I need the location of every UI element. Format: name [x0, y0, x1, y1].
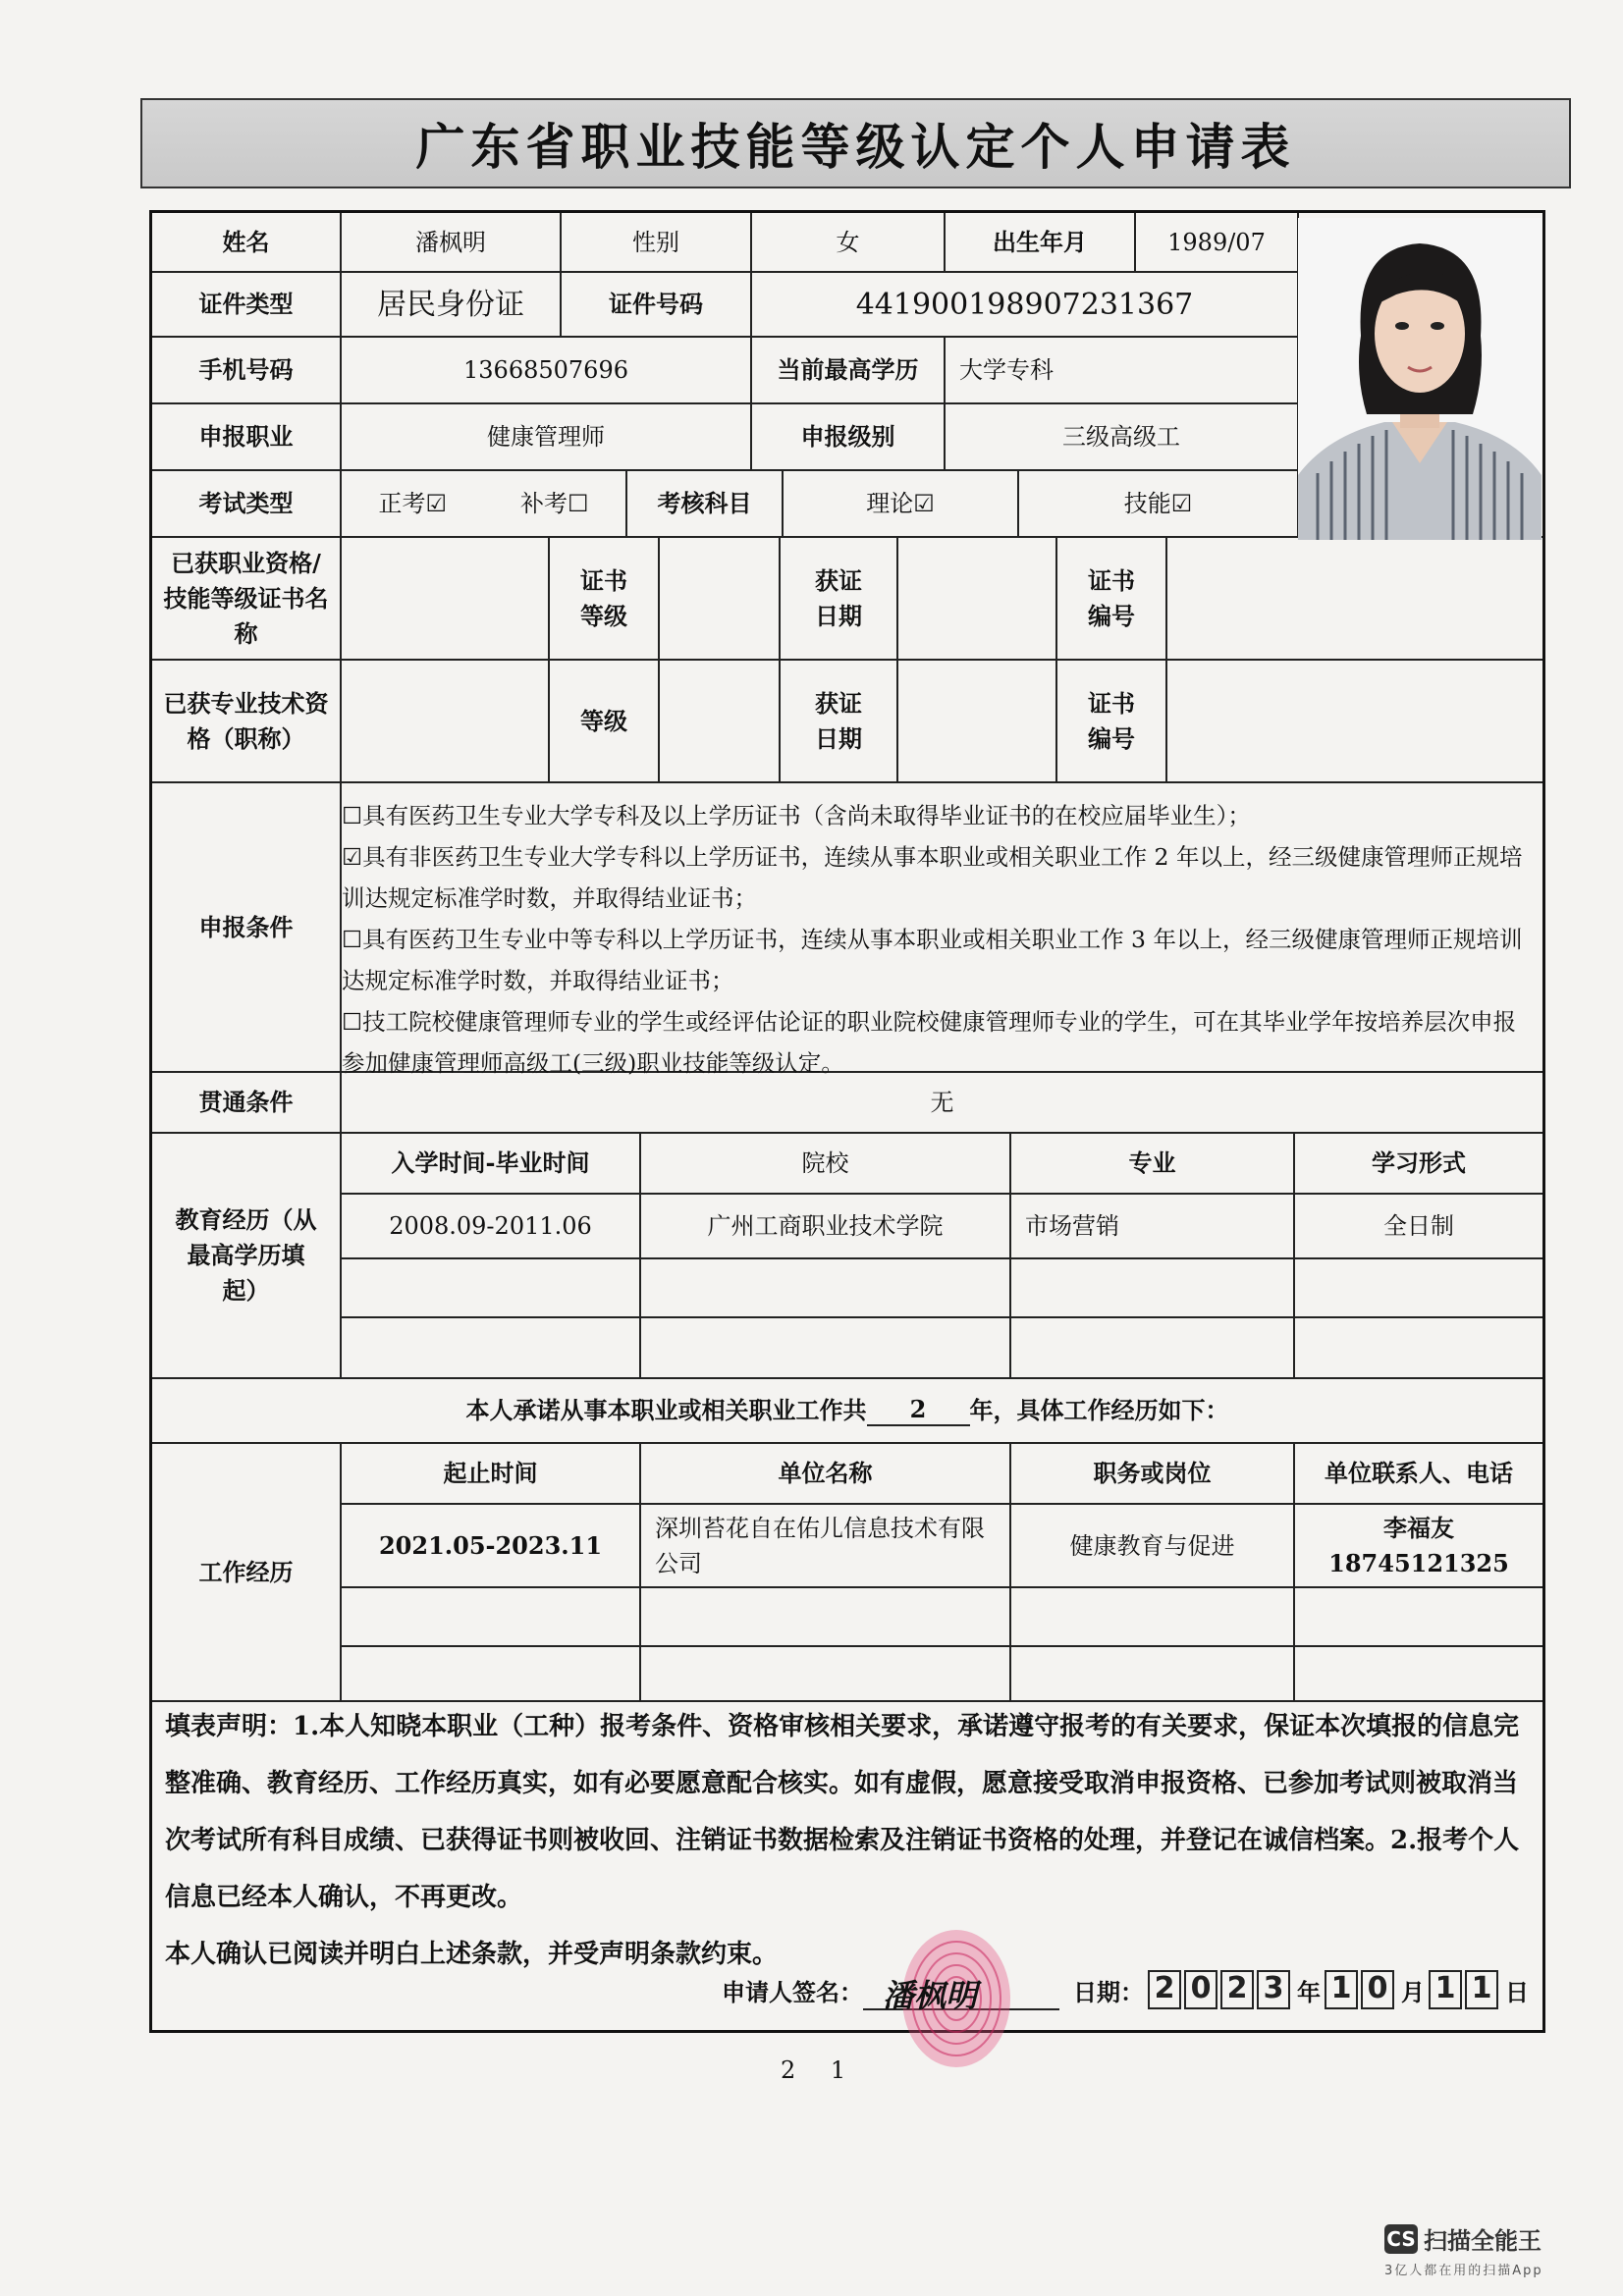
date-day-digit-2[interactable]: 1 [1465, 1970, 1498, 2009]
edu-row-2-school [641, 1259, 1011, 1318]
work-row-3-position [1011, 1647, 1295, 1702]
professional-title-value [342, 661, 550, 783]
conditions-list [342, 795, 1535, 1084]
apply-level-label: 申报级别 [752, 404, 946, 471]
portrait-image [1298, 218, 1542, 540]
work-row-1-contact: 李福友 18745121325 [1295, 1505, 1542, 1588]
applicant-photo [1298, 218, 1542, 540]
date-label: 日期： [1073, 1977, 1144, 2006]
work-header-company: 单位名称 [641, 1444, 1011, 1505]
work-row-2-period [342, 1588, 641, 1647]
page-number: 2 1 [781, 2056, 860, 2084]
id-number-value: 441900198907231367 [752, 273, 1299, 338]
edu-header-school: 院校 [641, 1134, 1011, 1195]
scanner-watermark [1384, 2221, 1543, 2278]
date-month-digit-1[interactable]: 1 [1325, 1970, 1358, 2009]
edu-row-3-school [641, 1318, 1011, 1379]
declaration-section [165, 1698, 1535, 1983]
form-title: 广东省职业技能等级认定个人申请表 [415, 118, 1296, 176]
apply-level-value: 三级高级工 [946, 404, 1299, 471]
conditions-label: 申报条件 [152, 783, 342, 1073]
date-day-unit: 日 [1505, 1977, 1529, 2006]
professional-title-label: 已获专业技术资格（职称） [152, 661, 342, 783]
signature-row [722, 1967, 1529, 2012]
date-month-digit-2[interactable]: 0 [1361, 1970, 1394, 2009]
edu-row-2-period [342, 1259, 641, 1318]
date-month-unit: 月 [1401, 1977, 1425, 2006]
edu-row-3-major [1011, 1318, 1295, 1379]
id-type-label: 证件类型 [152, 273, 342, 338]
scanner-app-name: 扫描全能王 [1424, 2227, 1542, 2255]
edu-row-2-major [1011, 1259, 1295, 1318]
exam-regular-checkbox[interactable]: 正考☑ [378, 490, 447, 517]
edu-header-major: 专业 [1011, 1134, 1295, 1195]
id-number-label: 证件号码 [562, 273, 752, 338]
edu-row-2-mode [1295, 1259, 1542, 1318]
professional-level-label: 等级 [550, 661, 660, 783]
birth-label: 出生年月 [946, 213, 1136, 273]
id-type-value: 居民身份证 [342, 273, 562, 338]
scanner-slogan: 3亿人都在用的扫描App [1384, 2264, 1543, 2278]
edu-row-1-major: 市场营销 [1011, 1195, 1295, 1259]
name-label: 姓名 [152, 213, 342, 273]
professional-date-label: 获证日期 [781, 661, 898, 783]
phone-label: 手机号码 [152, 338, 342, 404]
occupation-label: 申报职业 [152, 404, 342, 471]
gender-label: 性别 [562, 213, 752, 273]
edu-header-period: 入学时间-毕业时间 [342, 1134, 641, 1195]
work-years: 2 [867, 1395, 970, 1426]
work-row-2-company [641, 1588, 1011, 1647]
work-row-2-contact [1295, 1588, 1542, 1647]
work-label: 工作经历 [152, 1444, 342, 1702]
phone-value: 13668507696 [342, 338, 752, 404]
education-label: 教育经历（从最高学历填起） [152, 1134, 342, 1379]
cert-number-value [1167, 538, 1542, 661]
subject-label: 考核科目 [627, 471, 784, 538]
work-row-1-company: 深圳苔花自在佑儿信息技术有限公司 [641, 1505, 1011, 1588]
edu-row-1-school: 广州工商职业技术学院 [641, 1195, 1011, 1259]
edu-header-mode: 学习形式 [1295, 1134, 1542, 1195]
condition-option-1[interactable]: ☐具有医药卫生专业大学专科及以上学历证书（含尚未取得毕业证书的在校应届毕业生）； [342, 802, 1251, 829]
signature-label: 申请人签名： [722, 1977, 863, 2006]
work-row-3-contact [1295, 1647, 1542, 1702]
vocational-cert-value [342, 538, 550, 661]
work-row-3-company [641, 1647, 1011, 1702]
date-day-digit-1[interactable]: 1 [1429, 1970, 1462, 2009]
through-condition-value: 无 [342, 1073, 1542, 1134]
professional-level-value [660, 661, 781, 783]
date-year-digit-1[interactable]: 2 [1148, 1970, 1181, 2009]
cert-level-value [660, 538, 781, 661]
obtain-date-value [898, 538, 1057, 661]
declaration-confirm: 本人确认已阅读并明白上述条款，并受声明条款约束。 [165, 1940, 779, 1969]
edu-row-1-mode: 全日制 [1295, 1195, 1542, 1259]
occupation-value: 健康管理师 [342, 404, 752, 471]
professional-number-value [1167, 661, 1542, 783]
through-condition-label: 贯通条件 [152, 1073, 342, 1134]
exam-makeup-checkbox[interactable]: 补考☐ [519, 490, 589, 517]
date-year-digit-2[interactable]: 0 [1184, 1970, 1217, 2009]
education-level-label: 当前最高学历 [752, 338, 946, 404]
vocational-cert-label: 已获职业资格/技能等级证书名称 [152, 538, 342, 661]
edu-row-1-period: 2008.09-2011.06 [342, 1195, 641, 1259]
scanner-logo-icon: CS [1384, 2224, 1418, 2254]
signature-handwriting: 潘枫明 [883, 1977, 978, 2014]
subject-skill-checkbox[interactable]: 技能☑ [1019, 471, 1299, 538]
cert-number-label: 证书编号 [1057, 538, 1167, 661]
work-row-1-position: 健康教育与促进 [1011, 1505, 1295, 1588]
education-level-value: 大学专科 [946, 338, 1299, 404]
date-year-unit: 年 [1297, 1977, 1321, 2006]
professional-date-value [898, 661, 1057, 783]
edu-row-3-period [342, 1318, 641, 1379]
exam-type-options [342, 471, 627, 538]
condition-option-4[interactable]: ☐技工院校健康管理师专业的学生或经评估论证的职业院校健康管理师专业的学生，可在其毕业学年按培养层次申报参加健康管理师高级工(三级)职业技能等级认定。 [342, 1008, 1517, 1077]
work-pledge-suffix: 年，具体工作经历如下： [969, 1396, 1229, 1424]
condition-option-3[interactable]: ☐具有医药卫生专业中等专科以上学历证书，连续从事本职业或相关职业工作 3 年以上，经三级健康管理师正规培训达规定标准学时数，并取得结业证书； [342, 926, 1523, 994]
work-row-2-position [1011, 1588, 1295, 1647]
work-row-1-period: 2021.05-2023.11 [342, 1505, 641, 1588]
work-header-period: 起止时间 [342, 1444, 641, 1505]
work-pledge-row [152, 1379, 1542, 1444]
declaration-text: 填表声明：1.本人知晓本职业（工种）报考条件、资格审核相关要求，承诺遵守报考的有关要求，保证本次填报的信息完整准确、教育经历、工作经历真实，如有必要愿意配合核实。如有虚假，愿意接受取消申报资格、已参加考试则被取消当次考试所有科目成绩、已获得证书则被收回、注销证书数据检索及注销证书资格的处理，并登记在诚信档案。2.报考个人信息已经本人确认，不再更改。 [165, 1712, 1520, 1912]
cert-level-label: 证书等级 [550, 538, 660, 661]
date-year-digit-3[interactable]: 2 [1220, 1970, 1254, 2009]
professional-number-label: 证书编号 [1057, 661, 1167, 783]
subject-theory-checkbox[interactable]: 理论☑ [784, 471, 1019, 538]
birth-value: 1989/07 [1136, 213, 1299, 273]
condition-option-2[interactable]: ☑具有非医药卫生专业大学专科以上学历证书，连续从事本职业或相关职业工作 2 年以上，经三级健康管理师正规培训达规定标准学时数，并取得结业证书； [342, 843, 1523, 912]
exam-type-label: 考试类型 [152, 471, 342, 538]
work-header-contact: 单位联系人、电话 [1295, 1444, 1542, 1505]
work-pledge-prefix: 本人承诺从事本职业或相关职业工作共 [465, 1396, 867, 1424]
name-value: 潘枫明 [342, 213, 562, 273]
work-row-3-period [342, 1647, 641, 1702]
obtain-date-label: 获证日期 [781, 538, 898, 661]
signature-field[interactable] [863, 1969, 1059, 2014]
work-header-position: 职务或岗位 [1011, 1444, 1295, 1505]
form-title-bar [140, 98, 1571, 188]
date-year-digit-4[interactable]: 3 [1257, 1970, 1290, 2009]
gender-value: 女 [752, 213, 946, 273]
edu-row-3-mode [1295, 1318, 1542, 1379]
